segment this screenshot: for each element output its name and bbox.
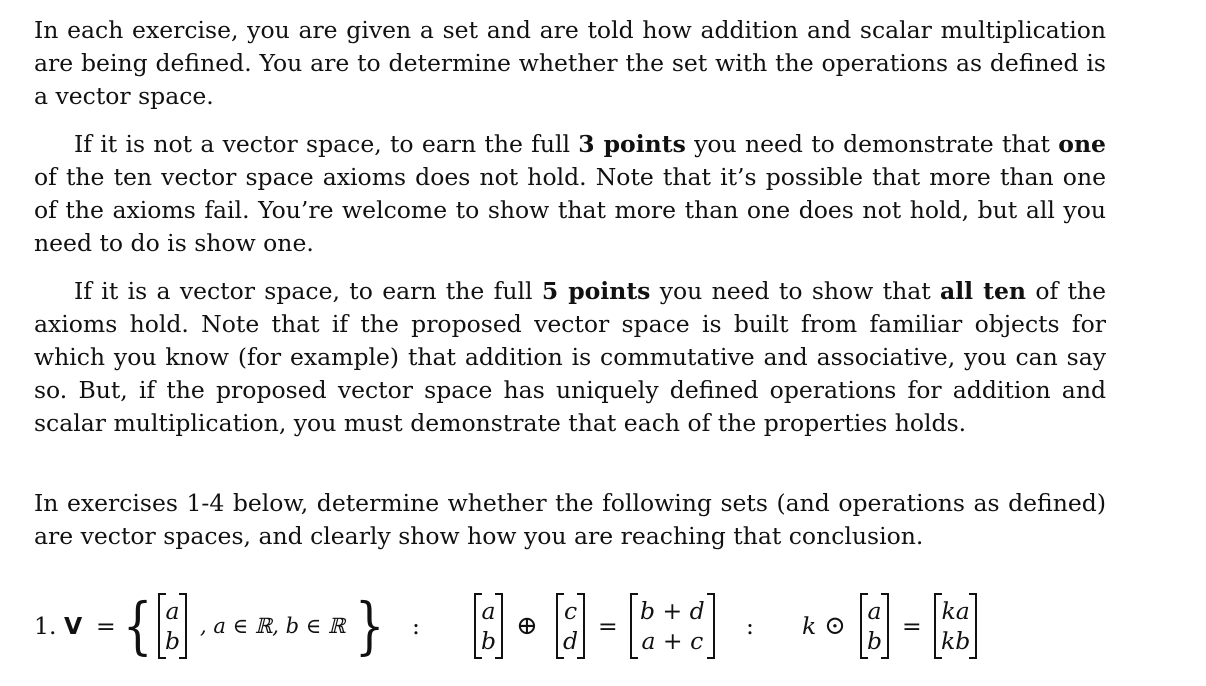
odot-symbol: ⊙: [824, 611, 846, 641]
p2-bold-points: 3 points: [578, 130, 686, 158]
p3-bold-all-ten: all ten: [939, 277, 1026, 305]
intro-paragraph-3: [34, 275, 1106, 440]
p2-text-a: If it is not a vector space, to earn the full: [74, 130, 579, 158]
addend-vector-2: c d: [556, 586, 585, 666]
oplus-symbol: ⊕: [516, 611, 538, 641]
equals-sign-3: =: [902, 612, 922, 640]
p2-text-e: of the ten vector space axioms does not hold. Note that it’s possible that more than one of the axioms fail. You’re welcome to show that more than one does not hold, but all you need to do is show one.: [34, 163, 1106, 257]
left-brace: {: [122, 589, 153, 662]
scalar-k: k: [802, 612, 817, 640]
p3-text-a: If it is a vector space, to earn the full: [74, 277, 542, 305]
p3-bold-points: 5 points: [541, 277, 651, 305]
set-vector: a b: [158, 586, 187, 666]
p3-text-c: you need to show that: [650, 277, 940, 305]
intro-paragraph-1: In each exercise, you are given a set and are told how addition and scalar multiplication are being defined. You are to determine whether the set with the operations as defined is a vector space.: [34, 16, 1106, 110]
right-brace: }: [354, 589, 385, 662]
equals-sign-2: =: [598, 612, 618, 640]
p2-bold-one: one: [1058, 130, 1106, 158]
p3-text-e: of the axioms hold. Note that if the proposed vector space is built from familiar objects for which you know (for example) that addition is commutative and associative, you can say so. But, if the proposed vector space has uniquely defined operations for addition and scalar multiplication, you must demonstrate that each of the properties holds.: [34, 277, 1106, 437]
addend-vector-1: a b: [474, 586, 503, 666]
sum-vector: b + d a + c: [630, 586, 715, 666]
equals-sign: =: [96, 612, 116, 640]
separator-2: :: [746, 612, 754, 640]
exercise-number: 1.: [34, 612, 57, 640]
set-condition: , a ∈ ℝ, b ∈ ℝ: [200, 614, 346, 638]
instructions-paragraph: In exercises 1-4 below, determine whether the following sets (and operations as defined) are vector spaces, and clearly show how you are reaching that conclusion.: [34, 489, 1106, 550]
p2-text-c: you need to demonstrate that: [685, 130, 1059, 158]
separator-1: :: [412, 612, 420, 640]
exercise-1: [34, 586, 1134, 666]
intro-paragraph-2: [34, 128, 1106, 260]
scaled-vector: a b: [860, 586, 889, 666]
exercise-document: [34, 14, 1106, 553]
product-vector: ka kb: [934, 586, 977, 666]
set-name: V: [64, 612, 83, 640]
